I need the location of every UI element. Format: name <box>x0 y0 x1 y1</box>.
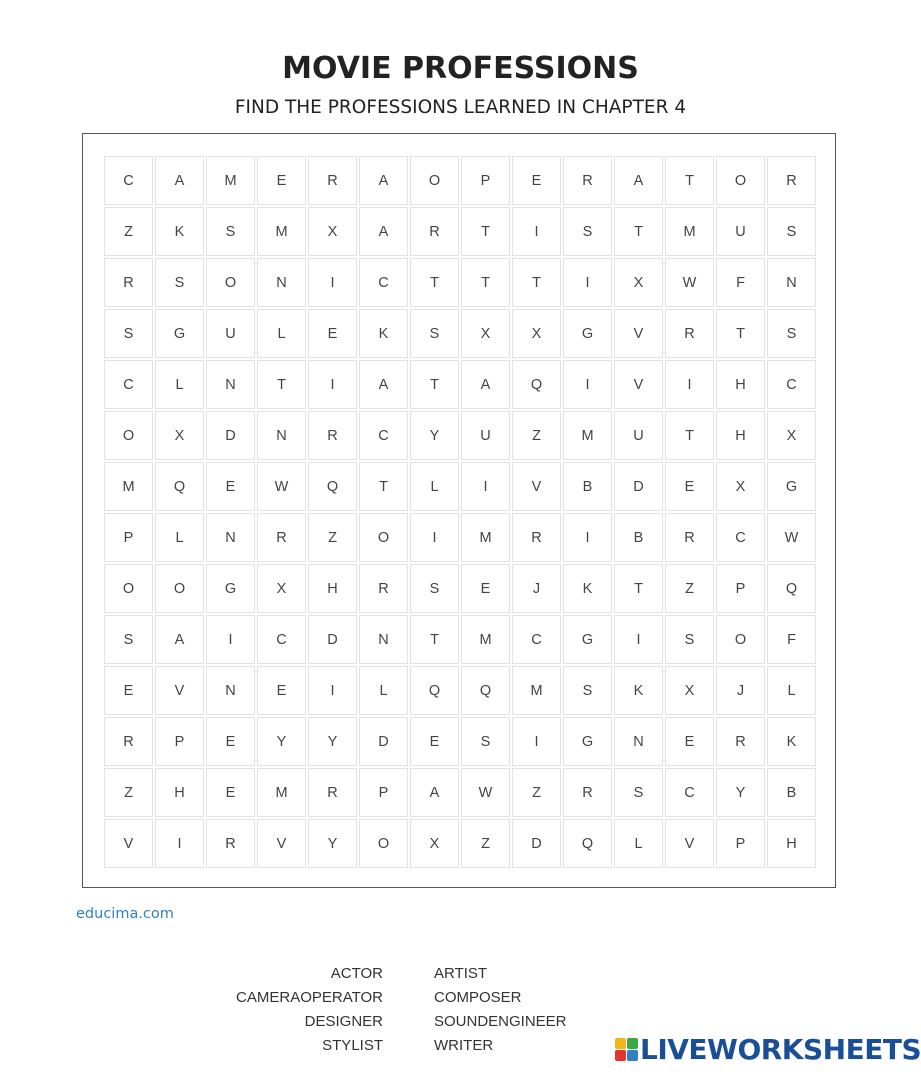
grid-cell[interactable]: O <box>155 564 204 613</box>
grid-cell[interactable]: V <box>614 309 663 358</box>
grid-cell[interactable]: R <box>716 717 765 766</box>
grid-cell[interactable]: H <box>155 768 204 817</box>
grid-cell[interactable]: F <box>716 258 765 307</box>
icon-square <box>627 1038 638 1049</box>
grid-cell[interactable]: G <box>767 462 816 511</box>
icon-square <box>627 1050 638 1061</box>
grid-cell[interactable]: E <box>665 717 714 766</box>
grid-cell[interactable]: N <box>257 258 306 307</box>
grid-cell[interactable]: D <box>614 462 663 511</box>
grid-cell[interactable]: B <box>614 513 663 562</box>
grid-cell[interactable]: V <box>257 819 306 868</box>
grid-cell[interactable]: X <box>665 666 714 715</box>
grid-cell[interactable]: S <box>665 615 714 664</box>
grid-cell[interactable]: X <box>767 411 816 460</box>
grid-cell[interactable]: I <box>155 819 204 868</box>
grid-cell[interactable]: X <box>512 309 561 358</box>
grid-cell[interactable]: H <box>767 819 816 868</box>
word-list-item: WRITER <box>434 1037 494 1054</box>
grid-cell[interactable]: T <box>716 309 765 358</box>
grid-cell[interactable]: R <box>512 513 561 562</box>
grid-cell[interactable]: Q <box>461 666 510 715</box>
grid-cell[interactable]: E <box>665 462 714 511</box>
grid-cell[interactable]: H <box>716 360 765 409</box>
grid-cell[interactable]: S <box>410 309 459 358</box>
grid-cell[interactable]: S <box>767 309 816 358</box>
grid-cell[interactable]: K <box>563 564 612 613</box>
grid-cell[interactable]: R <box>308 411 357 460</box>
grid-cell[interactable]: E <box>206 462 255 511</box>
grid-cell[interactable]: M <box>665 207 714 256</box>
grid-cell[interactable]: N <box>206 666 255 715</box>
grid-cell[interactable]: I <box>308 360 357 409</box>
grid-cell[interactable]: A <box>359 207 408 256</box>
grid-cell[interactable]: Y <box>308 819 357 868</box>
grid-cell[interactable]: E <box>512 156 561 205</box>
grid-cell[interactable]: X <box>410 819 459 868</box>
grid-cell[interactable]: G <box>563 615 612 664</box>
grid-cell[interactable]: T <box>410 360 459 409</box>
icon-square <box>615 1038 626 1049</box>
grid-cell[interactable]: E <box>308 309 357 358</box>
grid-cell[interactable]: W <box>257 462 306 511</box>
grid-cell[interactable]: Z <box>104 768 153 817</box>
grid-cell[interactable]: N <box>206 360 255 409</box>
grid-cell[interactable]: C <box>359 258 408 307</box>
grid-cell[interactable]: C <box>767 360 816 409</box>
grid-cell[interactable]: Y <box>257 717 306 766</box>
grid-cell[interactable]: I <box>563 360 612 409</box>
grid-cell[interactable]: M <box>257 207 306 256</box>
grid-cell[interactable]: G <box>155 309 204 358</box>
grid-cell[interactable]: O <box>716 615 765 664</box>
grid-cell[interactable]: T <box>359 462 408 511</box>
grid-cell[interactable]: K <box>155 207 204 256</box>
grid-cell[interactable]: T <box>461 207 510 256</box>
grid-cell[interactable]: R <box>665 513 714 562</box>
grid-cell[interactable]: S <box>104 615 153 664</box>
grid-cell[interactable]: Q <box>155 462 204 511</box>
grid-cell[interactable]: P <box>716 819 765 868</box>
grid-cell[interactable]: Y <box>308 717 357 766</box>
grid-cell[interactable]: G <box>563 309 612 358</box>
grid-cell[interactable]: W <box>665 258 714 307</box>
grid-cell[interactable]: L <box>359 666 408 715</box>
grid-cell[interactable]: R <box>410 207 459 256</box>
grid-cell[interactable]: I <box>308 666 357 715</box>
grid-cell[interactable]: Z <box>308 513 357 562</box>
grid-cell[interactable]: I <box>410 513 459 562</box>
grid-cell[interactable]: V <box>614 360 663 409</box>
grid-cell[interactable]: W <box>767 513 816 562</box>
grid-cell[interactable]: O <box>716 156 765 205</box>
grid-cell[interactable]: E <box>410 717 459 766</box>
grid-cell[interactable]: M <box>104 462 153 511</box>
grid-cell[interactable]: W <box>461 768 510 817</box>
grid-cell[interactable]: P <box>104 513 153 562</box>
grid-cell[interactable]: B <box>563 462 612 511</box>
grid-cell[interactable]: H <box>308 564 357 613</box>
grid-cell[interactable]: Q <box>308 462 357 511</box>
grid-cell[interactable]: O <box>359 513 408 562</box>
grid-cell[interactable]: U <box>614 411 663 460</box>
grid-cell[interactable]: M <box>257 768 306 817</box>
grid-cell[interactable]: T <box>614 564 663 613</box>
grid-cell[interactable]: V <box>104 819 153 868</box>
grid-cell[interactable]: N <box>767 258 816 307</box>
grid-cell[interactable]: X <box>461 309 510 358</box>
page-title: MOVIE PROFESSIONS <box>282 51 639 86</box>
grid-cell[interactable]: G <box>206 564 255 613</box>
grid-cell[interactable]: T <box>614 207 663 256</box>
grid-cell[interactable]: R <box>257 513 306 562</box>
grid-cell[interactable]: E <box>257 666 306 715</box>
grid-cell[interactable]: R <box>308 768 357 817</box>
grid-cell[interactable]: O <box>410 156 459 205</box>
grid-cell[interactable]: O <box>104 564 153 613</box>
grid-cell[interactable]: Q <box>410 666 459 715</box>
grid-cell[interactable]: N <box>359 615 408 664</box>
grid-cell[interactable]: R <box>104 717 153 766</box>
grid-cell[interactable]: A <box>614 156 663 205</box>
grid-cell[interactable]: I <box>512 207 561 256</box>
grid-cell[interactable]: A <box>359 360 408 409</box>
grid-cell[interactable]: P <box>359 768 408 817</box>
grid-cell[interactable]: M <box>461 513 510 562</box>
grid-cell[interactable]: N <box>614 717 663 766</box>
grid-cell[interactable]: F <box>767 615 816 664</box>
grid-cell[interactable]: L <box>155 513 204 562</box>
grid-cell[interactable]: U <box>716 207 765 256</box>
grid-cell[interactable]: L <box>614 819 663 868</box>
word-list-item: CAMERAOPERATOR <box>236 989 383 1006</box>
grid-cell[interactable]: L <box>410 462 459 511</box>
grid-cell[interactable]: O <box>104 411 153 460</box>
grid-cell[interactable]: E <box>257 156 306 205</box>
grid-cell[interactable]: T <box>665 156 714 205</box>
icon-square <box>615 1050 626 1061</box>
grid-cell[interactable]: U <box>461 411 510 460</box>
grid-cell[interactable]: L <box>767 666 816 715</box>
word-list-item: ACTOR <box>330 965 383 982</box>
grid-cell[interactable]: T <box>665 411 714 460</box>
grid-cell[interactable]: I <box>563 513 612 562</box>
grid-cell[interactable]: I <box>665 360 714 409</box>
grid-cell[interactable]: C <box>257 615 306 664</box>
grid-cell[interactable]: P <box>461 156 510 205</box>
grid-cell[interactable]: K <box>767 717 816 766</box>
grid-cell[interactable]: N <box>257 411 306 460</box>
grid-cell[interactable]: V <box>665 819 714 868</box>
grid-cell[interactable]: A <box>410 768 459 817</box>
grid-cell[interactable]: V <box>155 666 204 715</box>
grid-cell[interactable]: R <box>767 156 816 205</box>
grid-cell[interactable]: C <box>104 360 153 409</box>
grid-cell[interactable]: A <box>461 360 510 409</box>
grid-cell[interactable]: J <box>716 666 765 715</box>
grid-cell[interactable]: S <box>767 207 816 256</box>
grid-cell[interactable]: Z <box>512 411 561 460</box>
grid-cell[interactable]: Q <box>512 360 561 409</box>
grid-cell[interactable]: Y <box>716 768 765 817</box>
grid-cell[interactable]: X <box>257 564 306 613</box>
grid-cell[interactable]: S <box>155 258 204 307</box>
grid-cell[interactable]: T <box>512 258 561 307</box>
grid-cell[interactable]: R <box>665 309 714 358</box>
grid-cell[interactable]: A <box>155 615 204 664</box>
grid-cell[interactable]: R <box>206 819 255 868</box>
grid-cell[interactable]: L <box>257 309 306 358</box>
grid-cell[interactable]: C <box>716 513 765 562</box>
grid-cell[interactable]: R <box>563 156 612 205</box>
grid-cell[interactable]: Q <box>767 564 816 613</box>
grid-cell[interactable]: A <box>155 156 204 205</box>
grid-cell[interactable]: S <box>563 207 612 256</box>
grid-cell[interactable]: V <box>512 462 561 511</box>
grid-cell[interactable]: I <box>563 258 612 307</box>
grid-cell[interactable]: C <box>104 156 153 205</box>
grid-cell[interactable]: J <box>512 564 561 613</box>
grid-cell[interactable]: P <box>155 717 204 766</box>
grid-cell[interactable]: O <box>359 819 408 868</box>
grid-cell[interactable]: I <box>512 717 561 766</box>
word-list-item: ARTIST <box>434 965 488 982</box>
grid-cell[interactable]: Y <box>410 411 459 460</box>
grid-cell[interactable]: T <box>257 360 306 409</box>
grid-cell[interactable]: X <box>614 258 663 307</box>
grid-cell[interactable]: D <box>512 819 561 868</box>
grid-cell[interactable]: U <box>206 309 255 358</box>
grid-cell[interactable]: Q <box>563 819 612 868</box>
grid-cell[interactable]: A <box>359 156 408 205</box>
grid-cell[interactable]: Z <box>104 207 153 256</box>
grid-cell[interactable]: O <box>206 258 255 307</box>
grid-cell[interactable]: R <box>308 156 357 205</box>
grid-cell[interactable]: R <box>563 768 612 817</box>
grid-cell[interactable]: R <box>104 258 153 307</box>
grid-cell[interactable]: M <box>512 666 561 715</box>
grid-cell[interactable]: C <box>512 615 561 664</box>
grid-cell[interactable]: S <box>614 768 663 817</box>
grid-cell[interactable]: S <box>461 717 510 766</box>
grid-cell[interactable]: S <box>563 666 612 715</box>
grid-cell[interactable]: N <box>206 513 255 562</box>
grid-cell[interactable]: S <box>410 564 459 613</box>
grid-cell[interactable]: S <box>206 207 255 256</box>
grid-cell[interactable]: T <box>410 258 459 307</box>
grid-cell[interactable]: I <box>461 462 510 511</box>
grid-cell[interactable]: X <box>155 411 204 460</box>
grid-cell[interactable]: E <box>461 564 510 613</box>
grid-cell[interactable]: X <box>716 462 765 511</box>
grid-cell[interactable]: T <box>461 258 510 307</box>
word-list-left <box>236 962 383 1058</box>
grid-cell[interactable]: I <box>206 615 255 664</box>
grid-cell[interactable]: E <box>206 768 255 817</box>
grid-cell[interactable]: B <box>767 768 816 817</box>
word-list-item: STYLIST <box>322 1037 383 1054</box>
page-subtitle: FIND THE PROFESSIONS LEARNED IN CHAPTER 4 <box>234 97 687 118</box>
brand-logo[interactable] <box>614 1033 921 1065</box>
grid-cell[interactable]: Z <box>461 819 510 868</box>
grid-cell[interactable]: D <box>359 717 408 766</box>
word-search-grid <box>103 155 817 869</box>
grid-cell[interactable]: C <box>359 411 408 460</box>
grid-cell[interactable]: X <box>308 207 357 256</box>
grid-cell[interactable]: H <box>716 411 765 460</box>
grid-cell[interactable]: E <box>206 717 255 766</box>
grid-cell[interactable]: M <box>461 615 510 664</box>
word-list-item: COMPOSER <box>434 989 522 1006</box>
grid-cell[interactable]: P <box>716 564 765 613</box>
word-list-right <box>434 962 567 1058</box>
grid-cell[interactable]: D <box>206 411 255 460</box>
grid-cell[interactable]: C <box>665 768 714 817</box>
grid-cell[interactable]: L <box>155 360 204 409</box>
grid-cell[interactable]: D <box>308 615 357 664</box>
word-list-item: SOUNDENGINEER <box>434 1013 567 1030</box>
grid-cell[interactable]: I <box>614 615 663 664</box>
liveworksheets-icon <box>614 1037 638 1061</box>
brand-name: LIVEWORKSHEETS <box>640 1032 921 1066</box>
grid-cell[interactable]: R <box>359 564 408 613</box>
grid-cell[interactable]: S <box>104 309 153 358</box>
grid-cell[interactable]: Z <box>665 564 714 613</box>
grid-cell[interactable]: I <box>308 258 357 307</box>
grid-cell[interactable]: E <box>104 666 153 715</box>
source-link[interactable]: educima.com <box>76 906 174 922</box>
grid-cell[interactable]: Z <box>512 768 561 817</box>
word-list-item: DESIGNER <box>304 1013 383 1030</box>
grid-cell[interactable]: M <box>206 156 255 205</box>
grid-cell[interactable]: K <box>359 309 408 358</box>
grid-cell[interactable]: G <box>563 717 612 766</box>
grid-cell[interactable]: M <box>563 411 612 460</box>
grid-cell[interactable]: T <box>410 615 459 664</box>
grid-cell[interactable]: K <box>614 666 663 715</box>
